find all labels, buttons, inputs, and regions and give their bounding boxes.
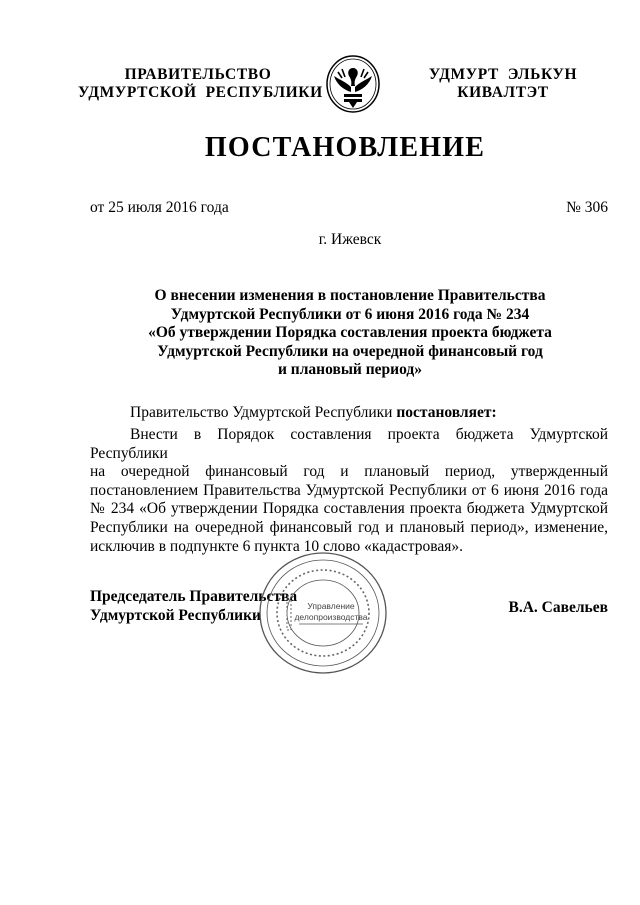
body-line: на очередной финансовый год и плановый период, утвержденный [90, 463, 608, 481]
document-date: от 25 июля 2016 года [90, 199, 229, 216]
header-left-line2: УДМУРТСКОЙ РЕСПУБЛИКИ [78, 84, 323, 101]
subject-line: Удмуртской Республики на очередной финансовый год [157, 342, 543, 360]
body-intro-text: Правительство Удмуртской Республики [130, 404, 397, 421]
body-intro-verb: постановляет: [396, 404, 497, 421]
signature-position-line1: Председатель Правительства [90, 588, 298, 605]
stamp-center-line1: Управление [307, 601, 355, 611]
document-subject [100, 287, 600, 380]
document-number: № 306 [566, 199, 608, 216]
header-right-line2: КИВАЛТЭТ [457, 84, 549, 101]
header-left-block [78, 66, 323, 102]
subject-line: Удмуртской Республики от 6 июня 2016 года № 234 [170, 305, 530, 323]
official-stamp [257, 550, 389, 676]
header-right-line1: УДМУРТ ЭЛЬКУН [428, 66, 578, 83]
header-left-line1: ПРАВИТЕЛЬСТВО [124, 66, 272, 83]
subject-line: О внесении изменения в постановление Правительства [154, 287, 546, 304]
signature-name: В.А. Савельев [508, 599, 608, 616]
coat-of-arms-icon [324, 54, 382, 114]
subject-line: и плановый период» [277, 361, 422, 378]
body-line: Республики на очередной финансовый год и плановый период», изменение, [90, 518, 608, 536]
header-right-block [418, 66, 588, 102]
stamp-center-line2: делопроизводства [294, 612, 368, 622]
document-city: г. Ижевск [318, 231, 382, 248]
body-intro [130, 404, 497, 422]
subject-line: «Об утверждении Порядка составления проекта бюджета [148, 324, 552, 341]
body-line: постановлением Правительства Удмуртской Республики от 6 июня 2016 года [90, 481, 608, 499]
body-text [90, 426, 608, 556]
document-title: ПОСТАНОВЛЕНИЕ [204, 132, 486, 163]
body-line: № 234 «Об утверждении Порядка составления проекта бюджета Удмуртской [90, 500, 608, 518]
signature-position-line2: Удмуртской Республики [90, 606, 261, 624]
body-line: исключив в подпункте 6 пункта 10 слово «кадастровая». [90, 537, 463, 555]
body-line: Внести в Порядок составления проекта бюджета Удмуртской Республики [90, 426, 608, 462]
